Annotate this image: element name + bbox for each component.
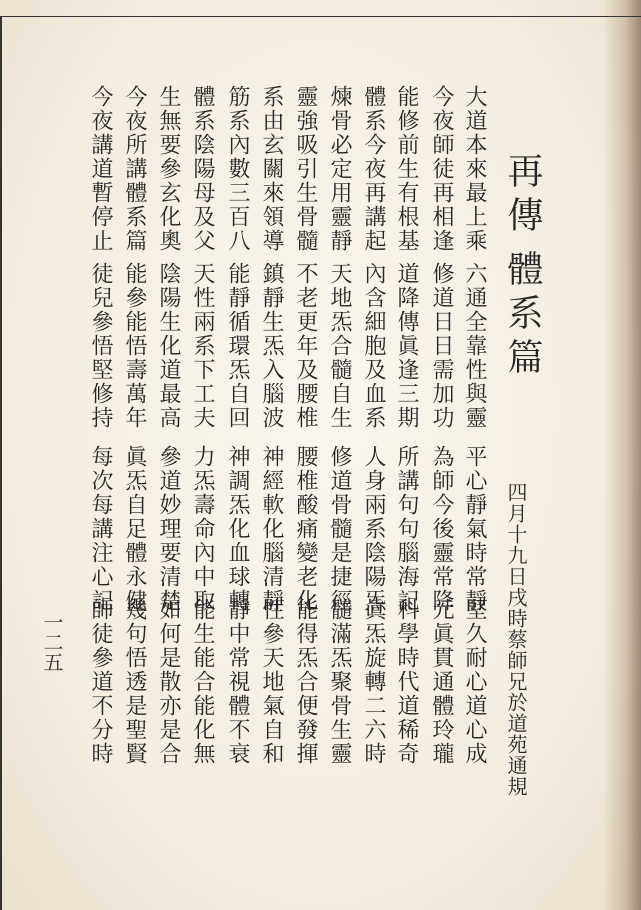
poem-line: 修道日日需加功: [429, 262, 454, 430]
header-note: 四月十九日戌時蔡師兄於道苑通規: [504, 482, 528, 797]
poem-line: 能靜循環炁自回: [225, 262, 250, 430]
poem-line: 鎮靜生炁入腦波: [259, 262, 284, 430]
poem-line: 每次每講注心記: [88, 445, 113, 613]
poem-line: 所講句句腦海記: [394, 445, 419, 613]
poem-line: 靜中常視體不衰: [225, 598, 250, 766]
poem-line: 不老更年及腰椎: [293, 262, 318, 430]
poem-line: 眞炁自足體永健: [122, 445, 147, 613]
poem-line: 科學時代道稀奇: [394, 598, 419, 766]
poem-line: 今夜師徒再相逢: [429, 85, 454, 253]
poem-line: 如何是散亦是合: [156, 598, 181, 766]
poem-line: 天性兩系下工夫: [190, 262, 215, 430]
poem-line: 內含細胞及血系: [361, 262, 386, 430]
poem-line: 神經軟化腦清靜: [259, 445, 284, 613]
title-sub: 體系篇: [502, 250, 543, 382]
poem-line: 平心靜氣時常靜: [462, 445, 487, 613]
poem-line: 天地炁合髓自生: [327, 262, 352, 430]
poem-line: 修道骨髓是捷徑: [327, 445, 352, 613]
poem-line: 筋系內數三百八: [225, 85, 250, 253]
poem-line: 陰陽生化道最高: [156, 262, 181, 430]
poem-line: 能得炁合便發揮: [293, 598, 318, 766]
page-binding-shadow: [603, 0, 641, 910]
poem-line: 堅久耐心道心成: [462, 598, 487, 766]
poem-line: 能修前生有根基: [394, 85, 419, 253]
poem-line: 體系今夜再講起: [361, 85, 386, 253]
poem-line: 煉骨必定用靈靜: [327, 85, 352, 253]
poem-line: 徒兒參悟堅修持: [88, 262, 113, 430]
poem-line: 體系陰陽母及父: [190, 85, 215, 253]
poem-line: 道降傳眞逢三期: [394, 262, 419, 430]
page-number: 一二五: [40, 612, 64, 672]
poem-line: 今夜所講體系篇: [122, 85, 147, 253]
poem-line: 能生能合能化無: [190, 598, 215, 766]
poem-line: 性參天地氣自和: [259, 598, 284, 766]
poem-line: 靈強吸引生骨髓: [293, 85, 318, 253]
poem-line: 參道妙理要清楚: [156, 445, 181, 613]
poem-line: 系由玄關來領導: [259, 85, 284, 253]
poem-line: 力炁壽命內中取: [190, 445, 215, 613]
poem-line: 人身兩系陰陽炁: [361, 445, 386, 613]
poem-line: 元眞貫通體玲瓏: [429, 598, 454, 766]
poem-line: 神調炁化血球轉: [225, 445, 250, 613]
poem-line: 生無要參玄化奧: [156, 85, 181, 253]
poem-line: 大道本來最上乘: [462, 85, 487, 253]
poem-line: 髓滿炁聚骨生靈: [327, 598, 352, 766]
poem-line: 眞炁旋轉二六時: [361, 598, 386, 766]
poem-line: 今夜講道暫停止: [88, 85, 113, 253]
poem-line: 能參能悟壽萬年: [122, 262, 147, 430]
title-main: 再傳: [502, 152, 543, 240]
poem-line: 為師今後靈常降: [429, 445, 454, 613]
poem-line: 六通全靠性與靈: [462, 262, 487, 430]
poem-line: 師徒參道不分時: [88, 598, 113, 766]
poem-line: 幾句悟透是聖賢: [122, 598, 147, 766]
top-border-line: [0, 16, 641, 17]
left-border-line: [0, 16, 2, 910]
poem-line: 腰椎酸痛變老化: [293, 445, 318, 613]
